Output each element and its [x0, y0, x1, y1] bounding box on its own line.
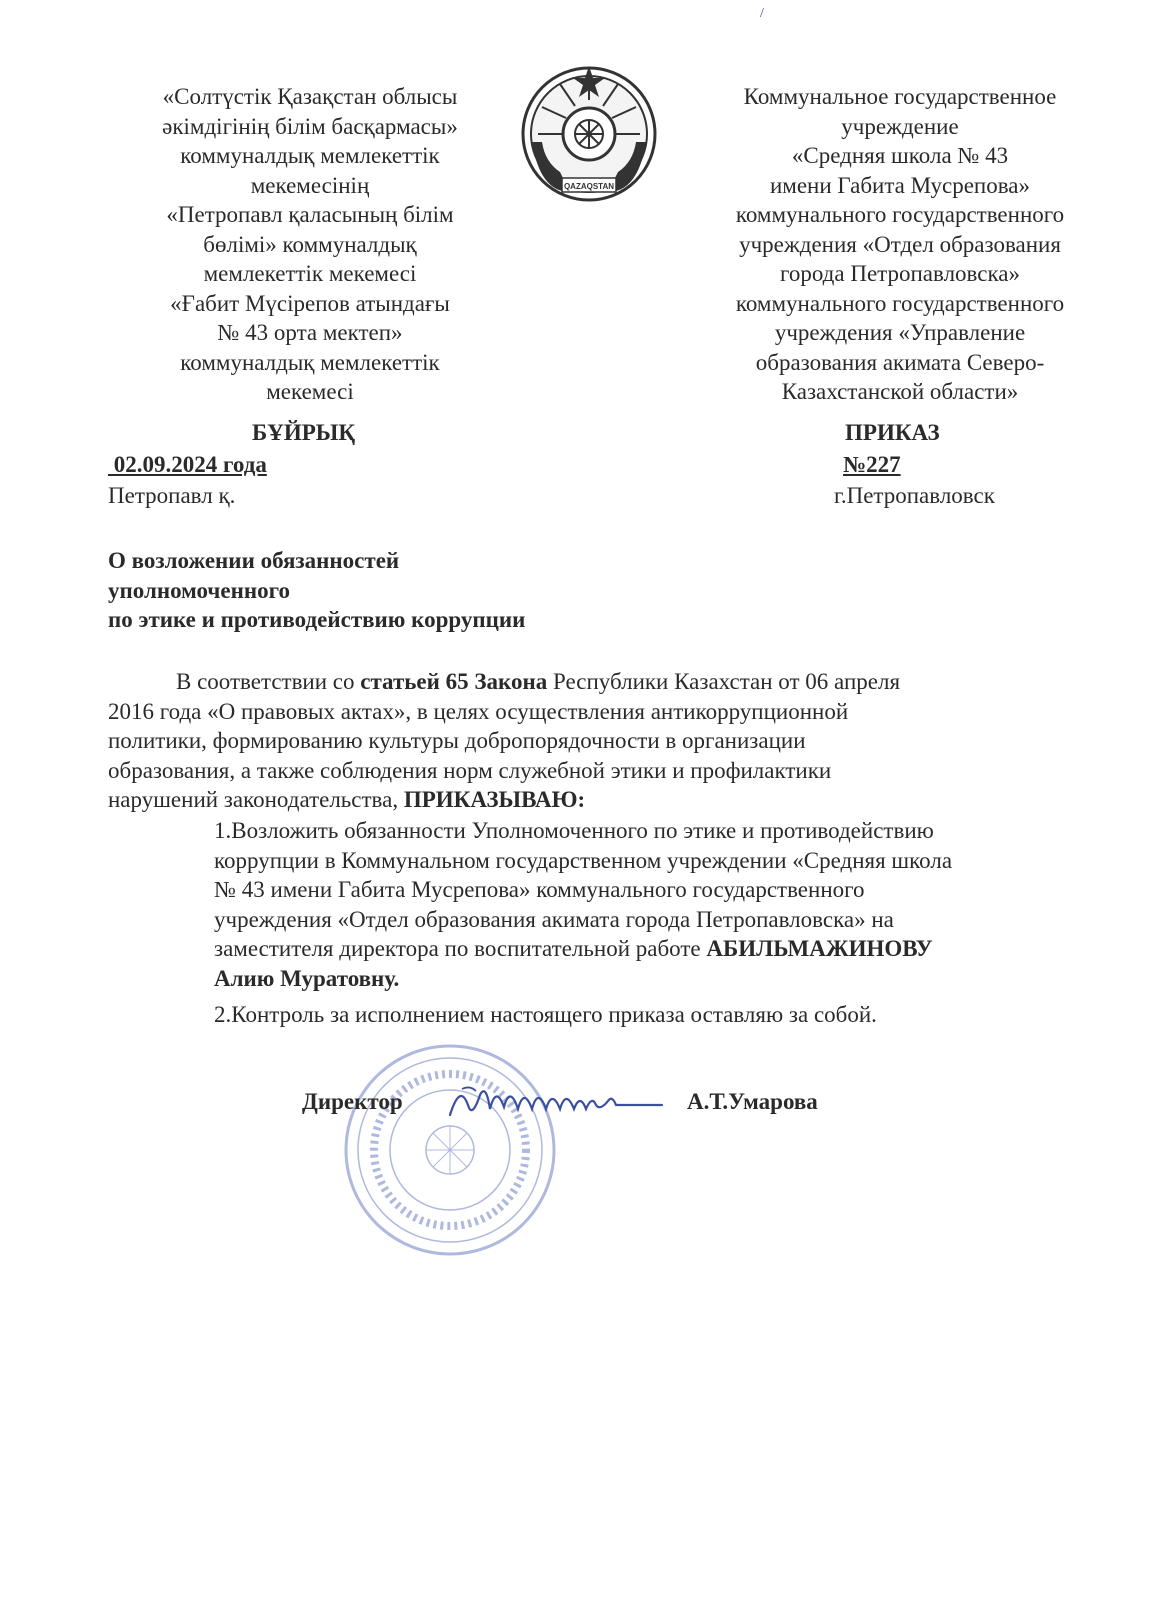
header-kazakh [130, 82, 490, 407]
item-line [214, 934, 1084, 964]
round-stamp-icon [340, 1040, 560, 1260]
order-item-1 [214, 816, 1084, 993]
preamble-line: образования, а также соблюдения норм служебной этики и профилактики [108, 757, 832, 783]
preamble-text: В соответствии со [176, 669, 361, 694]
preamble-line [108, 785, 1068, 815]
order-item-2 [214, 1000, 1084, 1030]
order-date: 02.09.2024 года [108, 452, 267, 477]
header-kz-line: «Ғабит Мүсірепов атындағы [170, 290, 450, 316]
subject-line: уполномоченного [108, 577, 290, 603]
header-ru-line: Коммунальное государственное [743, 84, 1057, 109]
header-kz-line: «Петропавл қаласының білім [166, 202, 454, 227]
header-ru-line: образования акимата Северо- [755, 349, 1045, 375]
header-ru-line: города Петропавловска» [779, 261, 1021, 286]
header-ru-line: учреждения «Отдел образования [739, 231, 1061, 257]
emblem-caption: QAZAQSTAN [563, 182, 615, 191]
header-ru-line: имени Габита Мусрепова» [769, 172, 1031, 198]
header-ru-line: коммунального государственного [735, 202, 1065, 227]
header-kz-line: мемлекеттік мекемесі [203, 261, 417, 286]
signer-name: А.Т.Умарова [687, 1089, 818, 1114]
item-line: № 43 имени Габита Мусрепова» коммунального государственного [214, 877, 865, 902]
order-number: №227 [843, 452, 901, 477]
preamble-line [108, 667, 1068, 697]
item-text: заместителя директора по воспитательной работе [214, 936, 707, 961]
header-kz-line: коммуналдық мемлекеттік [180, 349, 440, 375]
preamble-text: нарушений законодательства, [108, 787, 404, 812]
subject-line: по этике и противодействию коррупции [108, 607, 526, 632]
preamble-line: политики, формированию культуры добропорядочности в организации [108, 728, 806, 753]
subject-line: О возложении обязанностей [108, 548, 400, 573]
header-kz-line: бөлімі» коммуналдық [203, 231, 417, 257]
header-kz-line: әкімдігінің білім басқармасы» [162, 113, 458, 139]
signer-title: Директор [302, 1089, 403, 1114]
ink-mark: / [760, 6, 764, 21]
header-kz-line: № 43 орта мектеп» [217, 320, 403, 345]
header-kz-line: мекемесі [266, 379, 354, 404]
handwritten-signature-icon [440, 1075, 670, 1135]
header-ru-line: Казахстанской области» [781, 379, 1019, 404]
item-line: 1.Возложить обязанности Уполномоченного по этике и противодействию [214, 818, 934, 843]
state-emblem-icon [520, 52, 658, 217]
preamble-line: 2016 года «О правовых актах», в целях осуществления антикоррупционной [108, 698, 849, 724]
header-ru-line: «Средняя школа № 43 [791, 143, 1009, 168]
city-kazakh: Петропавл қ. [108, 483, 236, 508]
preamble-text: Республики Казахстан от 06 апреля [547, 669, 901, 694]
header-kz-line: «Солтүстік Қазақстан облысы [162, 84, 458, 109]
item-line: 2.Контроль за исполнением настоящего приказа оставляю за собой. [214, 1002, 877, 1027]
header-ru-line: учреждения «Управление [774, 320, 1026, 345]
header-ru-line: коммунального государственного [735, 290, 1065, 316]
item-line: учреждения «Отдел образования акимата города Петропавловска» на [214, 906, 894, 932]
order-subject [108, 546, 668, 635]
law-reference: статьей 65 Закона [360, 669, 548, 694]
header-kz-line: мекемесінің [250, 172, 370, 198]
header-russian [700, 82, 1100, 407]
item-line: коррупции в Коммунальном государственном учреждении «Средняя школа [214, 847, 953, 873]
appointee-surname: АБИЛЬМАЖИНОВУ [706, 936, 933, 961]
order-preamble [108, 667, 1068, 815]
header-ru-line: учреждение [841, 113, 959, 139]
city-russian: г.Петропавловск [834, 483, 995, 508]
order-title-russian: ПРИКАЗ [845, 420, 940, 445]
appointee-name: Алию Муратовну. [214, 965, 400, 991]
header-kz-line: коммуналдық мемлекеттік [180, 143, 440, 168]
order-title-kazakh: БҰЙРЫҚ [252, 420, 356, 445]
order-command: ПРИКАЗЫВАЮ: [403, 787, 586, 812]
